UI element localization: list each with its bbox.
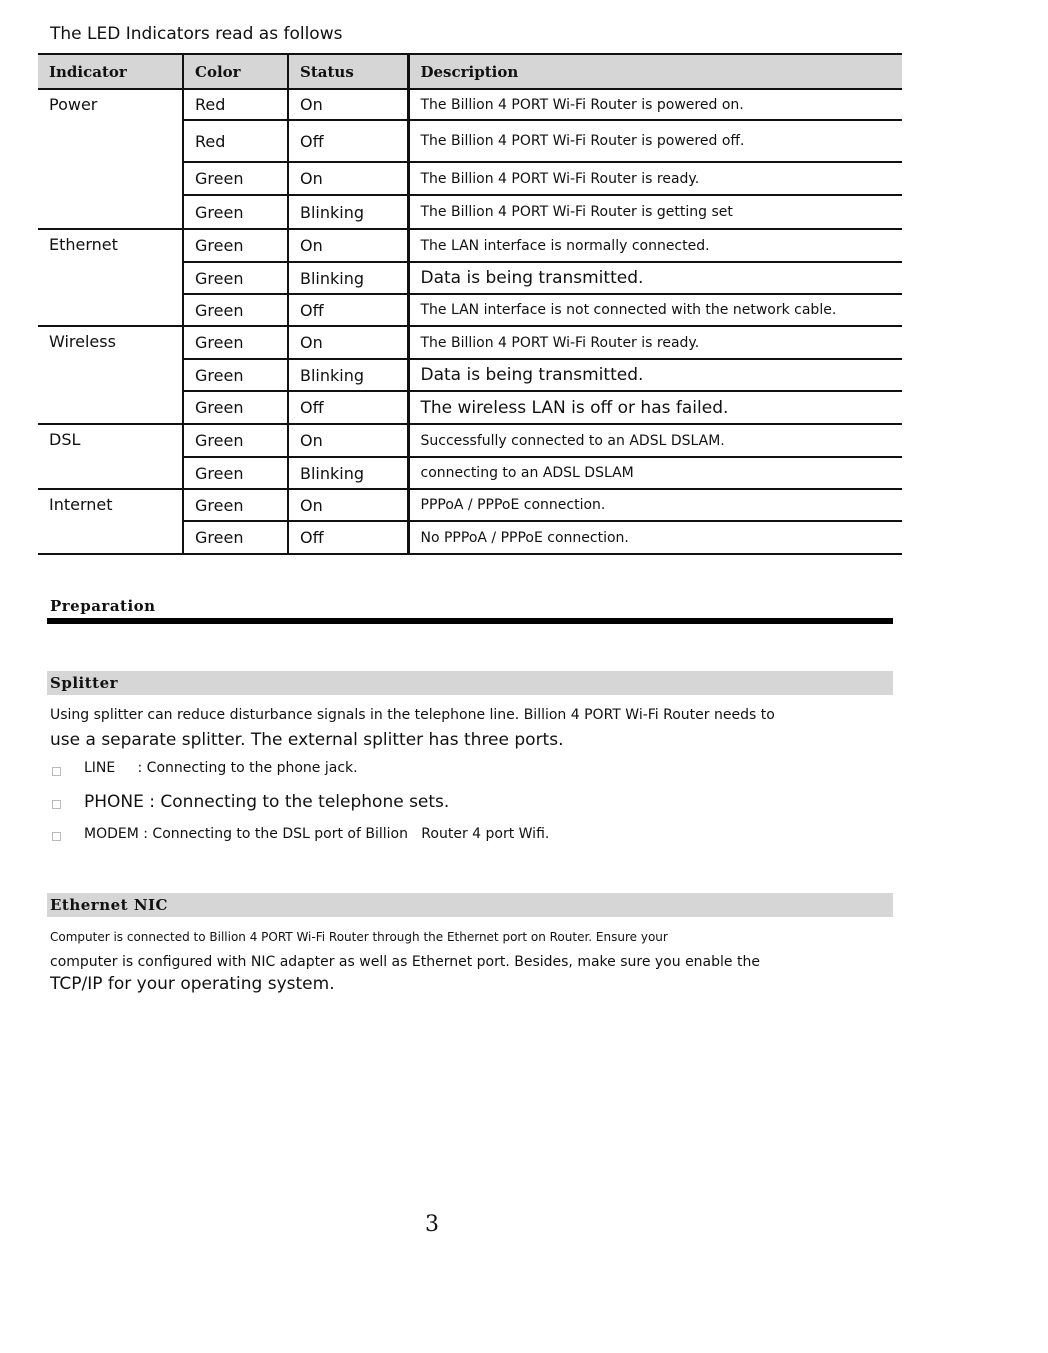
- status-cell: On: [288, 326, 408, 359]
- description-cell: The wireless LAN is off or has failed.: [408, 391, 902, 424]
- color-cell: Green: [183, 521, 288, 554]
- status-cell: On: [288, 89, 408, 120]
- status-cell: Off: [288, 120, 408, 162]
- status-cell: On: [288, 229, 408, 262]
- bullet-text-modem: MODEM : Connecting to the DSL port of Billion Router 4 port Wifi.: [84, 826, 550, 842]
- status-cell: Off: [288, 294, 408, 326]
- status-cell: Blinking: [288, 195, 408, 229]
- status-cell: On: [288, 162, 408, 195]
- color-cell: Green: [183, 229, 288, 262]
- color-cell: Green: [183, 359, 288, 391]
- table-row: [38, 326, 902, 359]
- color-cell: Red: [183, 120, 288, 162]
- table-header-row: [38, 54, 902, 89]
- description-cell: PPPoA / PPPoE connection.: [408, 489, 902, 521]
- splitter-heading: Splitter: [50, 674, 119, 692]
- table-row: [38, 489, 902, 521]
- description-cell: The Billion 4 PORT Wi-Fi Router is powered on.: [408, 89, 902, 120]
- color-cell: Green: [183, 424, 288, 457]
- description-cell: The Billion 4 PORT Wi-Fi Router is ready.: [408, 162, 902, 195]
- color-cell: Green: [183, 262, 288, 294]
- status-cell: Blinking: [288, 359, 408, 391]
- indicator-internet: Internet: [38, 489, 183, 554]
- color-cell: Green: [183, 326, 288, 359]
- nic-paragraph-line-2: computer is configured with NIC adapter as well as Ethernet port. Besides, make sure you enable the: [50, 954, 760, 970]
- status-cell: Off: [288, 391, 408, 424]
- description-cell: The LAN interface is normally connected.: [408, 229, 902, 262]
- header-indicator: Indicator: [38, 54, 183, 89]
- nic-paragraph-line-3: TCP/IP for your operating system.: [50, 974, 335, 994]
- status-cell: Blinking: [288, 262, 408, 294]
- color-cell: Green: [183, 489, 288, 521]
- preparation-heading: Preparation: [50, 597, 156, 615]
- checkbox-bullet-icon: [52, 767, 61, 776]
- color-cell: Green: [183, 457, 288, 489]
- description-cell: No PPPoA / PPPoE connection.: [408, 521, 902, 554]
- ethernet-nic-heading: Ethernet NIC: [50, 896, 168, 914]
- description-cell: The Billion 4 PORT Wi-Fi Router is ready.: [408, 326, 902, 359]
- color-cell: Green: [183, 391, 288, 424]
- description-cell: The LAN interface is not connected with the network cable.: [408, 294, 902, 326]
- led-indicator-table: [38, 53, 902, 555]
- section-rule: [47, 618, 893, 624]
- color-cell: Green: [183, 195, 288, 229]
- status-cell: On: [288, 489, 408, 521]
- checkbox-bullet-icon: [52, 800, 61, 809]
- bullet-text-phone: PHONE : Connecting to the telephone sets.: [84, 792, 450, 812]
- color-cell: Red: [183, 89, 288, 120]
- color-cell: Green: [183, 294, 288, 326]
- nic-paragraph-line-1: Computer is connected to Billion 4 PORT Wi-Fi Router through the Ethernet port on Router. Ensure your: [50, 930, 668, 944]
- indicator-ethernet: Ethernet: [38, 229, 183, 326]
- header-status: Status: [288, 54, 408, 89]
- bullet-text-line: LINE : Connecting to the phone jack.: [84, 760, 358, 776]
- table-row: [38, 229, 902, 262]
- status-cell: On: [288, 424, 408, 457]
- description-cell: connecting to an ADSL DSLAM: [408, 457, 902, 489]
- indicator-wireless: Wireless: [38, 326, 183, 424]
- description-cell: The Billion 4 PORT Wi-Fi Router is powered off.: [408, 120, 902, 162]
- table-row: [38, 424, 902, 457]
- splitter-paragraph-line-1: Using splitter can reduce disturbance signals in the telephone line. Billion 4 PORT Wi-Fi Router needs to: [50, 707, 775, 723]
- ethernet-nic-heading-band: [47, 893, 893, 917]
- header-description: Description: [408, 54, 902, 89]
- header-color: Color: [183, 54, 288, 89]
- description-cell: Data is being transmitted.: [408, 359, 902, 391]
- page-number: 3: [425, 1212, 439, 1237]
- splitter-heading-band: [47, 671, 893, 695]
- indicator-dsl: DSL: [38, 424, 183, 489]
- splitter-paragraph-line-2: use a separate splitter. The external splitter has three ports.: [50, 730, 564, 750]
- description-cell: Data is being transmitted.: [408, 262, 902, 294]
- status-cell: Blinking: [288, 457, 408, 489]
- description-cell: Successfully connected to an ADSL DSLAM.: [408, 424, 902, 457]
- checkbox-bullet-icon: [52, 832, 61, 841]
- indicator-power: Power: [38, 89, 183, 229]
- description-cell: The Billion 4 PORT Wi-Fi Router is getting set: [408, 195, 902, 229]
- intro-text: The LED Indicators read as follows: [50, 24, 343, 44]
- status-cell: Off: [288, 521, 408, 554]
- color-cell: Green: [183, 162, 288, 195]
- table-row: [38, 89, 902, 120]
